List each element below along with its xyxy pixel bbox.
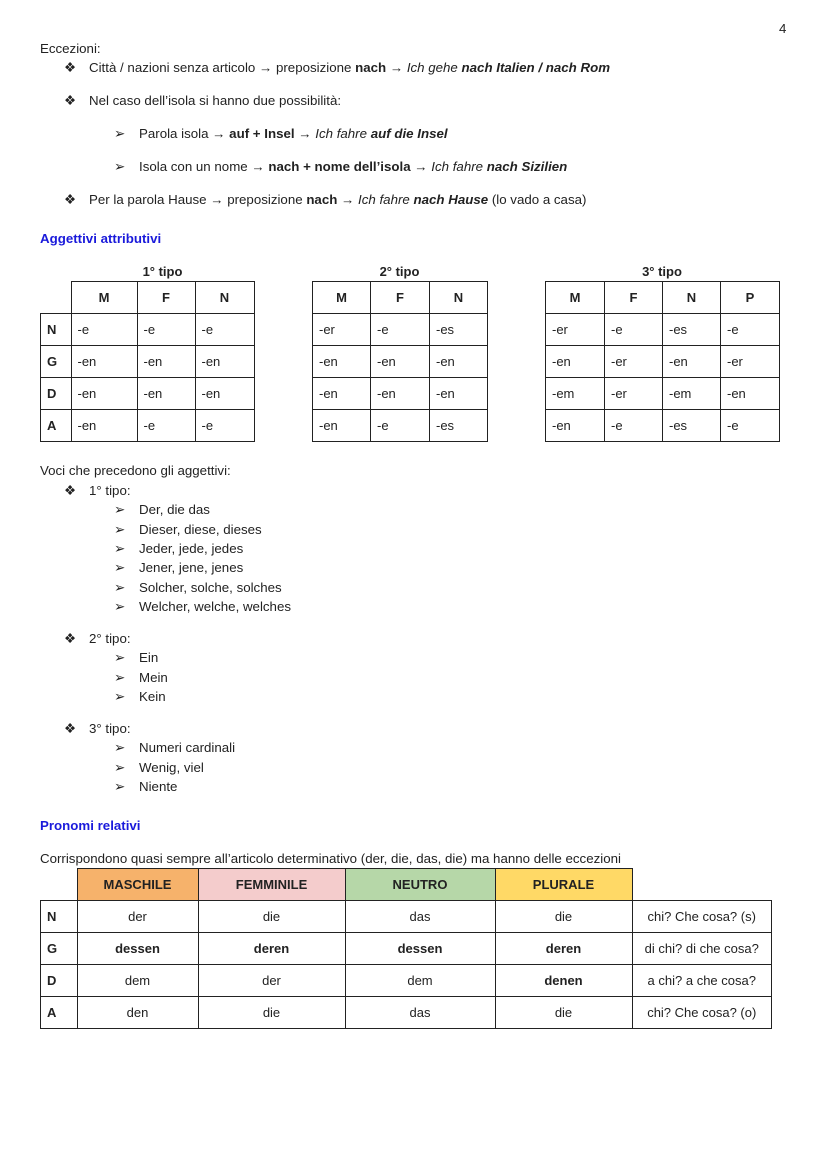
case-label: A bbox=[41, 997, 78, 1029]
pronoun-cell: dem bbox=[345, 965, 495, 997]
diamond-bullet-icon: ❖ bbox=[64, 93, 76, 108]
ending-cell: -es bbox=[430, 314, 488, 346]
list-item: Dieser, diese, dieses bbox=[139, 521, 262, 537]
column-header: M bbox=[313, 282, 371, 314]
text-segment: nach Sizilien bbox=[486, 159, 568, 174]
group-label: 1° tipo: bbox=[89, 483, 131, 498]
case-label: N bbox=[41, 901, 78, 933]
ending-cell: -en bbox=[663, 346, 721, 378]
ending-cell: -en bbox=[195, 378, 254, 410]
case-label: G bbox=[41, 346, 72, 378]
text-segment: Città / nazioni senza articolo → preposizione bbox=[89, 60, 356, 75]
ending-cell: -en bbox=[313, 410, 371, 442]
pronoun-cell: den bbox=[77, 997, 198, 1029]
column-header: N bbox=[195, 282, 254, 314]
list-item: Kein bbox=[139, 688, 166, 704]
text-segment: nach Hause bbox=[413, 192, 489, 207]
case-label: D bbox=[41, 378, 72, 410]
arrow-bullet-icon: ➢ bbox=[114, 650, 126, 666]
list-item: Ein bbox=[139, 650, 159, 666]
list-item: Jeder, jede, jedes bbox=[139, 540, 244, 556]
arrow-bullet-icon: ➢ bbox=[114, 159, 126, 174]
aggettivi-heading: Aggettivi attributivi bbox=[40, 231, 162, 246]
arrow-bullet-icon: ➢ bbox=[114, 759, 126, 775]
ending-cell: -e bbox=[605, 314, 663, 346]
pronoun-cell: dessen bbox=[77, 933, 198, 965]
text-segment: Ich fahre bbox=[431, 159, 487, 174]
list-item: Solcher, solche, solches bbox=[139, 579, 282, 595]
column-header: N bbox=[430, 282, 488, 314]
table-row bbox=[41, 346, 255, 378]
pronoun-cell: der bbox=[198, 965, 345, 997]
case-label: N bbox=[41, 314, 72, 346]
text-segment: nach + nome dell’isola bbox=[268, 159, 411, 174]
ending-cell: -e bbox=[195, 410, 254, 442]
text-segment: Ich fahre bbox=[358, 192, 414, 207]
column-header: M bbox=[546, 282, 605, 314]
list-item: Jener, jene, jenes bbox=[139, 560, 244, 576]
adjective-endings-table bbox=[545, 281, 780, 442]
text-segment: nach bbox=[355, 60, 387, 75]
text-segment: Parola isola → bbox=[139, 126, 230, 141]
ending-cell: -en bbox=[430, 346, 488, 378]
text-segment: Nel caso dell’isola si hanno due possibilità: bbox=[89, 93, 342, 108]
pronomi-relativi-table bbox=[40, 868, 772, 1029]
header-row bbox=[546, 282, 780, 314]
column-header: F bbox=[605, 282, 663, 314]
ending-cell: -e bbox=[71, 314, 137, 346]
pronoun-cell: deren bbox=[198, 933, 345, 965]
table-row bbox=[41, 933, 772, 965]
pronoun-cell: deren bbox=[495, 933, 632, 965]
text-segment: Per la parola Hause → preposizione bbox=[89, 192, 307, 207]
diamond-bullet-icon: ❖ bbox=[64, 483, 76, 498]
corner-cell bbox=[41, 282, 72, 314]
text-segment: Isola con un nome → bbox=[139, 159, 269, 174]
arrow-bullet-icon: ➢ bbox=[114, 579, 126, 595]
adjective-endings-table bbox=[312, 281, 488, 442]
table-row bbox=[41, 965, 772, 997]
ending-cell: -e bbox=[605, 410, 663, 442]
ending-cell: -en bbox=[137, 346, 195, 378]
ending-cell: -en bbox=[313, 378, 371, 410]
gender-header: MASCHILE bbox=[77, 869, 198, 901]
ending-cell: -es bbox=[430, 410, 488, 442]
ending-cell: -en bbox=[313, 346, 371, 378]
exception-item bbox=[89, 60, 610, 75]
list-item: Wenig, viel bbox=[139, 759, 204, 775]
question-cell: chi? Che cosa? (o) bbox=[632, 997, 772, 1029]
ending-cell: -en bbox=[71, 378, 137, 410]
ending-cell: -es bbox=[663, 314, 721, 346]
question-cell: di chi? di che cosa? bbox=[632, 933, 772, 965]
diamond-bullet-icon: ❖ bbox=[64, 721, 76, 736]
ending-cell: -en bbox=[71, 410, 137, 442]
ending-cell: -er bbox=[313, 314, 371, 346]
pronoun-cell: das bbox=[345, 901, 495, 933]
table-row bbox=[41, 901, 772, 933]
ending-cell: -er bbox=[546, 314, 605, 346]
table-row bbox=[546, 314, 780, 346]
ending-cell: -e bbox=[721, 410, 780, 442]
ending-cell: -er bbox=[605, 378, 663, 410]
text-segment: auf die Insel bbox=[370, 126, 448, 141]
arrow-bullet-icon: ➢ bbox=[114, 126, 126, 141]
exception-item bbox=[139, 159, 567, 174]
pronoun-cell: die bbox=[198, 997, 345, 1029]
ending-cell: -en bbox=[546, 410, 605, 442]
table-row bbox=[41, 997, 772, 1029]
corner-cell bbox=[41, 869, 78, 901]
table-row bbox=[313, 346, 488, 378]
pronoun-cell: die bbox=[495, 997, 632, 1029]
ending-cell: -em bbox=[546, 378, 605, 410]
column-header: F bbox=[137, 282, 195, 314]
ending-cell: -en bbox=[137, 378, 195, 410]
arrow-bullet-icon: ➢ bbox=[114, 521, 126, 537]
group-label: 2° tipo: bbox=[89, 631, 131, 646]
case-label: A bbox=[41, 410, 72, 442]
text-segment: nach bbox=[306, 192, 338, 207]
gender-header: PLURALE bbox=[495, 869, 632, 901]
header-row bbox=[41, 282, 255, 314]
pronoun-cell: der bbox=[77, 901, 198, 933]
table-title: 3° tipo bbox=[642, 264, 682, 279]
arrow-bullet-icon: ➢ bbox=[114, 740, 126, 756]
list-item: Welcher, welche, welches bbox=[139, 598, 291, 614]
pronoun-cell: das bbox=[345, 997, 495, 1029]
ending-cell: -e bbox=[195, 314, 254, 346]
table-row bbox=[546, 346, 780, 378]
text-segment: → bbox=[294, 126, 316, 141]
table-row bbox=[313, 410, 488, 442]
arrow-bullet-icon: ➢ bbox=[114, 502, 126, 518]
list-item: Mein bbox=[139, 669, 168, 685]
pronomi-intro: Corrispondono quasi sempre all’articolo determinativo (der, die, das, die) ma hanno delle eccezioni bbox=[40, 851, 621, 866]
ending-cell: -er bbox=[605, 346, 663, 378]
table-row bbox=[41, 378, 255, 410]
ending-cell: -e bbox=[137, 314, 195, 346]
exception-item bbox=[89, 93, 341, 108]
pronomi-heading: Pronomi relativi bbox=[40, 818, 141, 833]
text-segment: → bbox=[410, 159, 432, 174]
ending-cell: -e bbox=[371, 314, 430, 346]
ending-cell: -en bbox=[71, 346, 137, 378]
arrow-bullet-icon: ➢ bbox=[114, 669, 126, 685]
group-label: 3° tipo: bbox=[89, 721, 131, 736]
arrow-bullet-icon: ➢ bbox=[114, 540, 126, 556]
table-row bbox=[313, 378, 488, 410]
arrow-bullet-icon: ➢ bbox=[114, 688, 126, 704]
column-header: P bbox=[721, 282, 780, 314]
ending-cell: -en bbox=[371, 346, 430, 378]
ending-cell: -en bbox=[430, 378, 488, 410]
pronoun-cell: die bbox=[198, 901, 345, 933]
question-cell: a chi? a che cosa? bbox=[632, 965, 772, 997]
table-row bbox=[313, 314, 488, 346]
text-segment: → bbox=[386, 60, 407, 75]
gender-header: FEMMINILE bbox=[198, 869, 345, 901]
gender-header: NEUTRO bbox=[345, 869, 495, 901]
list-item: Niente bbox=[139, 778, 178, 794]
case-label: G bbox=[41, 933, 78, 965]
table-title: 2° tipo bbox=[379, 264, 420, 279]
table-row bbox=[41, 314, 255, 346]
ending-cell: -e bbox=[721, 314, 780, 346]
pronoun-cell: dessen bbox=[345, 933, 495, 965]
ending-cell: -es bbox=[663, 410, 721, 442]
table-row bbox=[546, 378, 780, 410]
list-item: Numeri cardinali bbox=[139, 740, 236, 756]
text-segment: (lo vado a casa) bbox=[488, 192, 587, 207]
eccezioni-heading: Eccezioni: bbox=[40, 41, 101, 56]
text-segment: Ich gehe bbox=[406, 60, 462, 75]
case-label: D bbox=[41, 965, 78, 997]
text-segment: Ich fahre bbox=[315, 126, 371, 141]
text-segment: nach Italien / nach Rom bbox=[461, 60, 611, 75]
diamond-bullet-icon: ❖ bbox=[64, 631, 76, 646]
adjective-endings-table bbox=[40, 281, 255, 442]
table-row bbox=[546, 410, 780, 442]
diamond-bullet-icon: ❖ bbox=[64, 60, 76, 75]
text-segment: auf + Insel bbox=[229, 126, 295, 141]
ending-cell: -e bbox=[371, 410, 430, 442]
ending-cell: -e bbox=[137, 410, 195, 442]
header-row bbox=[313, 282, 488, 314]
column-header: N bbox=[663, 282, 721, 314]
text-segment: → bbox=[337, 192, 359, 207]
exception-item bbox=[139, 126, 448, 141]
ending-cell: -en bbox=[195, 346, 254, 378]
arrow-bullet-icon: ➢ bbox=[114, 598, 126, 614]
list-item: Der, die das bbox=[139, 502, 210, 518]
question-cell: chi? Che cosa? (s) bbox=[632, 901, 772, 933]
table-title: 1° tipo bbox=[142, 264, 183, 279]
ending-cell: -en bbox=[721, 378, 780, 410]
exception-item bbox=[89, 192, 586, 207]
table-row bbox=[41, 410, 255, 442]
header-row bbox=[41, 869, 772, 901]
pronoun-cell: denen bbox=[495, 965, 632, 997]
page-number: 4 bbox=[779, 21, 787, 36]
ending-cell: -en bbox=[371, 378, 430, 410]
diamond-bullet-icon: ❖ bbox=[64, 192, 76, 207]
ending-cell: -en bbox=[546, 346, 605, 378]
pronoun-cell: dem bbox=[77, 965, 198, 997]
ending-cell: -er bbox=[721, 346, 780, 378]
voci-heading: Voci che precedono gli aggettivi: bbox=[40, 463, 231, 478]
pronoun-cell: die bbox=[495, 901, 632, 933]
arrow-bullet-icon: ➢ bbox=[114, 560, 126, 576]
column-header: F bbox=[371, 282, 430, 314]
ending-cell: -em bbox=[663, 378, 721, 410]
arrow-bullet-icon: ➢ bbox=[114, 778, 126, 794]
column-header: M bbox=[71, 282, 137, 314]
empty-header-cell bbox=[632, 869, 772, 901]
